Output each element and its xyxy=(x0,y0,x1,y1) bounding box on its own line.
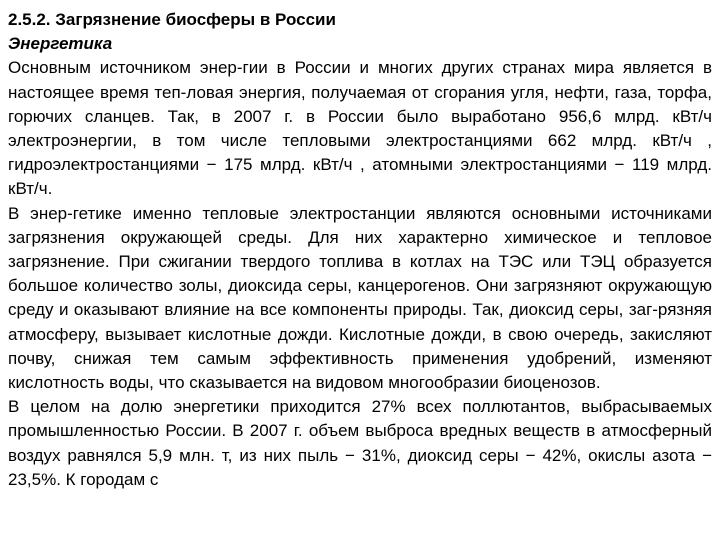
section-title: 2.5.2. Загрязнение биосферы в России xyxy=(8,10,336,29)
paragraph-emission-share: В целом на долю энергетики приходится 27% всех поллютантов, выбрасываемых промышленностью России. В 2007 г. объем выброса вредных веществ в атмосферный воздух равнялся 5,9 млн. т, из них пыль − 31%, диоксид серы − 42%, окислы азота − 23,5%. К городам с xyxy=(8,397,712,489)
paragraph-pollution-sources: В энер-гетике именно тепловые электростанции являются основными источниками загрязнения окружающей среды. Для них характерно химическое и тепловое загрязнение. При сжигании твердого топлива в котлах на ТЭС или ТЭЦ образуется большое количество золы, диоксида серы, канцерогенов. Они загрязняют окружающую среду и оказывают влияние на все компоненты природы. Так, диоксид серы, заг-рязняя атмосферу, вызывает кислотные дожди. Кислотные дожди, в свою очередь, закисляют почву, снижая тем самым эффективность применения удобрений, изменяют кислотность воды, что сказывается на видовом многообразии биоценозов. xyxy=(8,203,712,393)
paragraph-energy-sources: Основным источником энер-гии в России и многих других странах мира является в настоящее время теп-ловая энергия, получаемая от сгорания угля, нефти, газа, торфа, горючих сланцев. Так, в 2007 г. в России было выработано 956,6 млрд. кВт/ч электроэнергии, в том числе тепловыми электростанциями 662 млрд. кВт/ч , гидроэлектростанциями − 175 млрд. кВт/ч , атомными электростанциями − 119 млрд. кВт/ч. xyxy=(8,58,712,199)
subsection-title: Энергетика xyxy=(8,34,113,54)
document-page xyxy=(8,8,712,492)
